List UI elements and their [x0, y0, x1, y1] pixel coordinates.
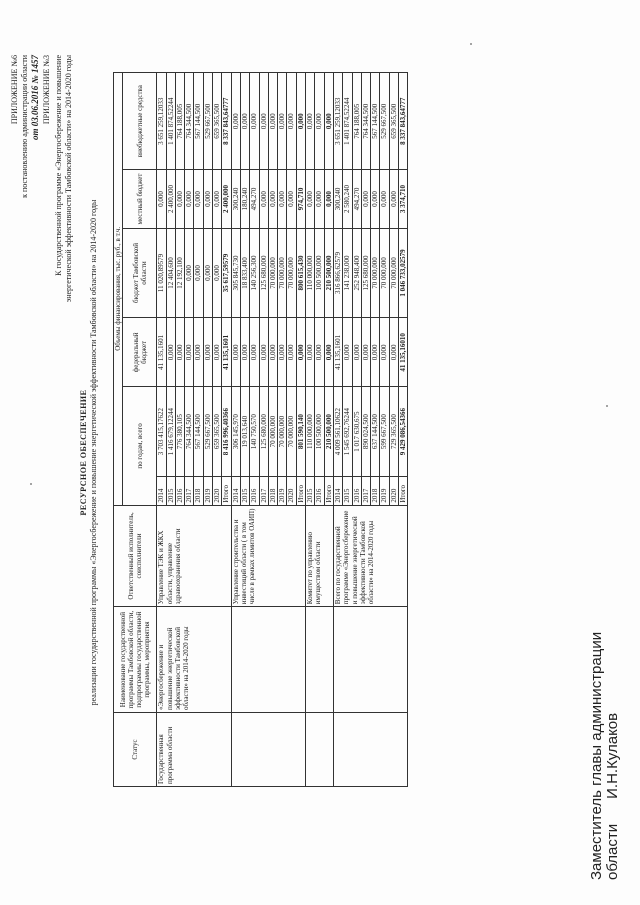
extra-cell: 659 365,500 [213, 73, 222, 170]
scan-speck [30, 483, 32, 485]
federal-cell: 0,000 [231, 318, 240, 387]
local-cell: 0,000 [287, 170, 296, 228]
total-cell: 125 680,000 [259, 387, 268, 477]
year-cell: 2014 [157, 477, 166, 506]
year-cell: Итого [296, 477, 305, 506]
federal-cell: 0,000 [278, 318, 287, 387]
extra-cell: 0,000 [315, 73, 324, 170]
regional-cell: 316 866,62579 [333, 228, 342, 318]
year-cell: 2018 [371, 477, 380, 506]
federal-cell: 0,000 [380, 318, 389, 387]
year-cell: 2020 [213, 477, 222, 506]
scan-speck [606, 405, 608, 407]
federal-cell: 41 135,1601 [157, 318, 166, 387]
extra-cell: 1 401 874,52244 [343, 73, 352, 170]
total-cell: 599 667,500 [380, 387, 389, 477]
regional-cell: 210 500,000 [324, 228, 333, 318]
local-cell: 2 400,000 [222, 170, 231, 228]
extra-cell: 529 667,500 [380, 73, 389, 170]
local-cell: 0,000 [315, 170, 324, 228]
federal-cell: 0,000 [268, 318, 277, 387]
signature-line1: Заместитель главы администрации [588, 631, 605, 880]
total-cell: 3 703 415,17622 [157, 387, 166, 477]
year-cell: Итого [399, 477, 408, 506]
regional-cell: 0,000 [194, 228, 203, 318]
regional-cell: 125 680,000 [259, 228, 268, 318]
year-cell: 2018 [268, 477, 277, 506]
appendix-3-label: ПРИЛОЖЕНИЕ №3 [42, 55, 51, 125]
extra-cell: 0,000 [324, 73, 333, 170]
total-cell: 9 429 086,54366 [399, 387, 408, 477]
local-cell: 3 374,710 [399, 170, 408, 228]
extra-cell: 0,000 [240, 73, 249, 170]
regional-cell: 110 000,000 [306, 228, 315, 318]
extra-cell: 0,000 [268, 73, 277, 170]
total-cell: 1 017 630,675 [352, 387, 361, 477]
extra-cell: 0,000 [231, 73, 240, 170]
extra-cell: 0,000 [278, 73, 287, 170]
local-cell: 0,000 [371, 170, 380, 228]
local-cell: 974,710 [296, 170, 305, 228]
name-cell: «Энергосбережение и повышение энергетической эффективности Тамбовской области» на 2014-2020 годы [157, 607, 231, 713]
federal-cell: 0,000 [240, 318, 249, 387]
local-cell: 494,270 [250, 170, 259, 228]
year-cell: 2014 [231, 477, 240, 506]
total-cell: 110 000,000 [306, 387, 315, 477]
local-cell: 180,240 [240, 170, 249, 228]
name-cell [231, 607, 305, 713]
regional-cell: 12 192,100 [175, 228, 184, 318]
regional-cell: 1 046 733,02579 [399, 228, 408, 318]
year-cell: 2016 [250, 477, 259, 506]
regional-cell: 800 615,430 [296, 228, 305, 318]
local-cell: 0,000 [380, 170, 389, 228]
col-federal-header: федеральный бюджет [123, 318, 157, 387]
local-cell: 0,000 [213, 170, 222, 228]
total-cell: 70 000,000 [278, 387, 287, 477]
year-cell: 2018 [194, 477, 203, 506]
regional-cell: 18 833,400 [240, 228, 249, 318]
col-status-header: Статус [114, 712, 157, 786]
executor-cell: Комитет по управлению имуществом области [306, 505, 334, 607]
local-cell: 0,000 [259, 170, 268, 228]
federal-cell: 0,000 [250, 318, 259, 387]
federal-cell: 41 135,16010 [399, 318, 408, 387]
total-cell: 306 145,970 [231, 387, 240, 477]
total-cell: 567 144,500 [194, 387, 203, 477]
total-cell: 729 365,500 [389, 387, 398, 477]
federal-cell: 0,000 [259, 318, 268, 387]
extra-cell: 0,000 [259, 73, 268, 170]
total-cell: 210 500,000 [324, 387, 333, 477]
local-cell: 494,270 [352, 170, 361, 228]
table-row [157, 73, 166, 787]
federal-cell: 0,000 [324, 318, 333, 387]
year-cell: 2019 [278, 477, 287, 506]
local-cell: 300,240 [333, 170, 342, 228]
col-executor-header: Ответственный исполнитель, соисполнители [114, 505, 157, 607]
year-cell: 2015 [306, 477, 315, 506]
local-cell: 0,000 [278, 170, 287, 228]
extra-cell: 529 667,500 [203, 73, 212, 170]
status-cell [306, 712, 334, 786]
extra-cell: 3 651 259,12033 [333, 73, 342, 170]
local-cell: 0,000 [268, 170, 277, 228]
total-cell: 801 590,140 [296, 387, 305, 477]
year-cell: Итого [222, 477, 231, 506]
resolution-ref: к постановлению администрации области [20, 55, 29, 198]
regional-cell: 252 948,400 [352, 228, 361, 318]
year-cell: 2017 [185, 477, 194, 506]
col-extra-header: внебюджетные средства [123, 73, 157, 170]
regional-cell: 70 000,000 [389, 228, 398, 318]
col-volume-header: Объемы финансирования, тыс. руб., в т.ч. [114, 73, 123, 506]
total-cell: 659 365,500 [213, 387, 222, 477]
extra-cell: 1 401 874,52244 [166, 73, 175, 170]
local-cell: 300,240 [231, 170, 240, 228]
federal-cell: 0,000 [194, 318, 203, 387]
name-cell [333, 607, 407, 713]
local-cell: 0,000 [324, 170, 333, 228]
federal-cell: 0,000 [361, 318, 370, 387]
extra-cell: 8 337 843,64777 [399, 73, 408, 170]
year-cell: 2016 [352, 477, 361, 506]
regional-cell: 70 000,000 [268, 228, 277, 318]
total-cell: 4 009 561,10622 [333, 387, 342, 477]
extra-cell: 567 144,500 [371, 73, 380, 170]
signature-line2 [604, 713, 621, 880]
table-row [333, 73, 342, 787]
federal-cell: 0,000 [175, 318, 184, 387]
regional-cell: 35 617,59579 [222, 228, 231, 318]
local-cell: 2 580,240 [343, 170, 352, 228]
federal-cell: 0,000 [203, 318, 212, 387]
financing-table-body [157, 73, 408, 787]
status-cell: Государственная программа области [157, 712, 231, 786]
regional-cell: 0,000 [203, 228, 212, 318]
year-cell: 2016 [315, 477, 324, 506]
local-cell: 2 400,000 [166, 170, 175, 228]
appendix-6-label: ПРИЛОЖЕНИЕ №6 [10, 55, 19, 125]
federal-cell: 0,000 [185, 318, 194, 387]
federal-cell: 0,000 [315, 318, 324, 387]
local-cell: 0,000 [185, 170, 194, 228]
year-cell: 2016 [175, 477, 184, 506]
local-cell: 0,000 [306, 170, 315, 228]
regional-cell: 12 404,600 [166, 228, 175, 318]
extra-cell: 764 188,005 [352, 73, 361, 170]
regional-cell: 141 238,000 [343, 228, 352, 318]
extra-cell: 8 337 843,64777 [222, 73, 231, 170]
total-cell: 70 000,000 [287, 387, 296, 477]
regional-cell: 305 845,730 [231, 228, 240, 318]
federal-cell: 41 135,1601 [333, 318, 342, 387]
status-cell [333, 712, 407, 786]
total-cell: 8 416 996,40366 [222, 387, 231, 477]
federal-cell: 0,000 [343, 318, 352, 387]
year-cell: 2019 [380, 477, 389, 506]
extra-cell: 764 344,500 [361, 73, 370, 170]
total-cell: 890 024,500 [361, 387, 370, 477]
extra-cell: 0,000 [306, 73, 315, 170]
extra-cell: 3 651 259,12033 [157, 73, 166, 170]
year-cell: 2017 [259, 477, 268, 506]
handwritten-date-number: от 03.06.2016 № 1457 [30, 55, 40, 140]
document-subtitle: реализации государственной программы «Энергосбережение и повышение энергетической эффективности Тамбовской области» на 2014-2020 годы [89, 199, 98, 706]
total-cell: 70 000,000 [268, 387, 277, 477]
total-cell: 776 380,105 [175, 387, 184, 477]
extra-cell: 0,000 [296, 73, 305, 170]
regional-cell: 70 000,000 [278, 228, 287, 318]
local-cell: 0,000 [389, 170, 398, 228]
total-cell: 140 750,570 [250, 387, 259, 477]
program-ref-line2: энергетической эффективности Тамбовской области» на 2014-2020 годы [64, 55, 73, 303]
total-cell: 637 144,500 [371, 387, 380, 477]
extra-cell: 0,000 [287, 73, 296, 170]
year-cell: 2019 [203, 477, 212, 506]
year-cell: 2017 [361, 477, 370, 506]
local-cell: 0,000 [203, 170, 212, 228]
total-cell: 1 416 679,12244 [166, 387, 175, 477]
executor-cell: Всего по государственной программе «Энергосбережение и повышение энергетической эффективности Тамбовской области» на 2014-2020 годы [333, 505, 407, 607]
total-cell: 19 013,640 [240, 387, 249, 477]
local-cell: 0,000 [361, 170, 370, 228]
regional-cell: 125 680,000 [361, 228, 370, 318]
extra-cell: 659 365,500 [389, 73, 398, 170]
scan-speck [470, 43, 472, 45]
extra-cell: 764 188,005 [175, 73, 184, 170]
table-row [306, 73, 315, 787]
signatory-name: И.Н.Кулаков [604, 712, 621, 799]
local-cell: 0,000 [175, 170, 184, 228]
col-regional-header: бюджет Тамбовской области [123, 228, 157, 318]
executor-cell: Управление ТЭК и ЖКХ области, управление здравоохранения области [157, 505, 231, 607]
federal-cell: 0,000 [389, 318, 398, 387]
regional-cell: 70 000,000 [371, 228, 380, 318]
year-cell: Итого [324, 477, 333, 506]
total-cell: 529 667,500 [203, 387, 212, 477]
federal-cell: 0,000 [306, 318, 315, 387]
federal-cell: 0,000 [213, 318, 222, 387]
regional-cell: 100 500,000 [315, 228, 324, 318]
year-cell: 2014 [333, 477, 342, 506]
extra-cell: 567 144,500 [194, 73, 203, 170]
regional-cell: 70 000,000 [287, 228, 296, 318]
year-cell: 2015 [166, 477, 175, 506]
table-row [231, 73, 240, 787]
regional-cell: 0,000 [185, 228, 194, 318]
federal-cell: 0,000 [287, 318, 296, 387]
year-cell: 2015 [343, 477, 352, 506]
document-title: РЕСУРСНОЕ ОБЕСПЕЧЕНИЕ [79, 389, 88, 516]
local-cell: 0,000 [194, 170, 203, 228]
year-cell: 2015 [240, 477, 249, 506]
program-ref-line1: К государственной программе «Энергосбережение и повышение [54, 55, 63, 276]
total-cell: 1 545 692,76244 [343, 387, 352, 477]
federal-cell: 41 135,1601 [222, 318, 231, 387]
name-cell [306, 607, 334, 713]
local-cell: 0,000 [157, 170, 166, 228]
total-cell: 100 500,000 [315, 387, 324, 477]
regional-cell: 11 020,89579 [157, 228, 166, 318]
federal-cell: 0,000 [166, 318, 175, 387]
col-name-header: Наименование государственной программы Тамбовской области, подпрограммы государственной программы, мероприятия [114, 607, 157, 713]
extra-cell: 0,000 [250, 73, 259, 170]
year-cell: 2020 [287, 477, 296, 506]
financing-table [113, 72, 408, 787]
status-cell [231, 712, 305, 786]
extra-cell: 764 344,500 [185, 73, 194, 170]
federal-cell: 0,000 [352, 318, 361, 387]
regional-cell: 70 000,000 [380, 228, 389, 318]
total-cell: 764 344,500 [185, 387, 194, 477]
federal-cell: 0,000 [371, 318, 380, 387]
col-local-header: местный бюджет [123, 170, 157, 228]
regional-cell: 140 256,300 [250, 228, 259, 318]
col-total-header: по годам, всего [123, 387, 157, 505]
year-cell: 2020 [389, 477, 398, 506]
regional-cell: 0,000 [213, 228, 222, 318]
federal-cell: 0,000 [296, 318, 305, 387]
executor-cell: Управление строительства и инвестиций области ( в том числе в рамках лимитов ОАИП) [231, 505, 305, 607]
signature-region: области [604, 823, 621, 880]
